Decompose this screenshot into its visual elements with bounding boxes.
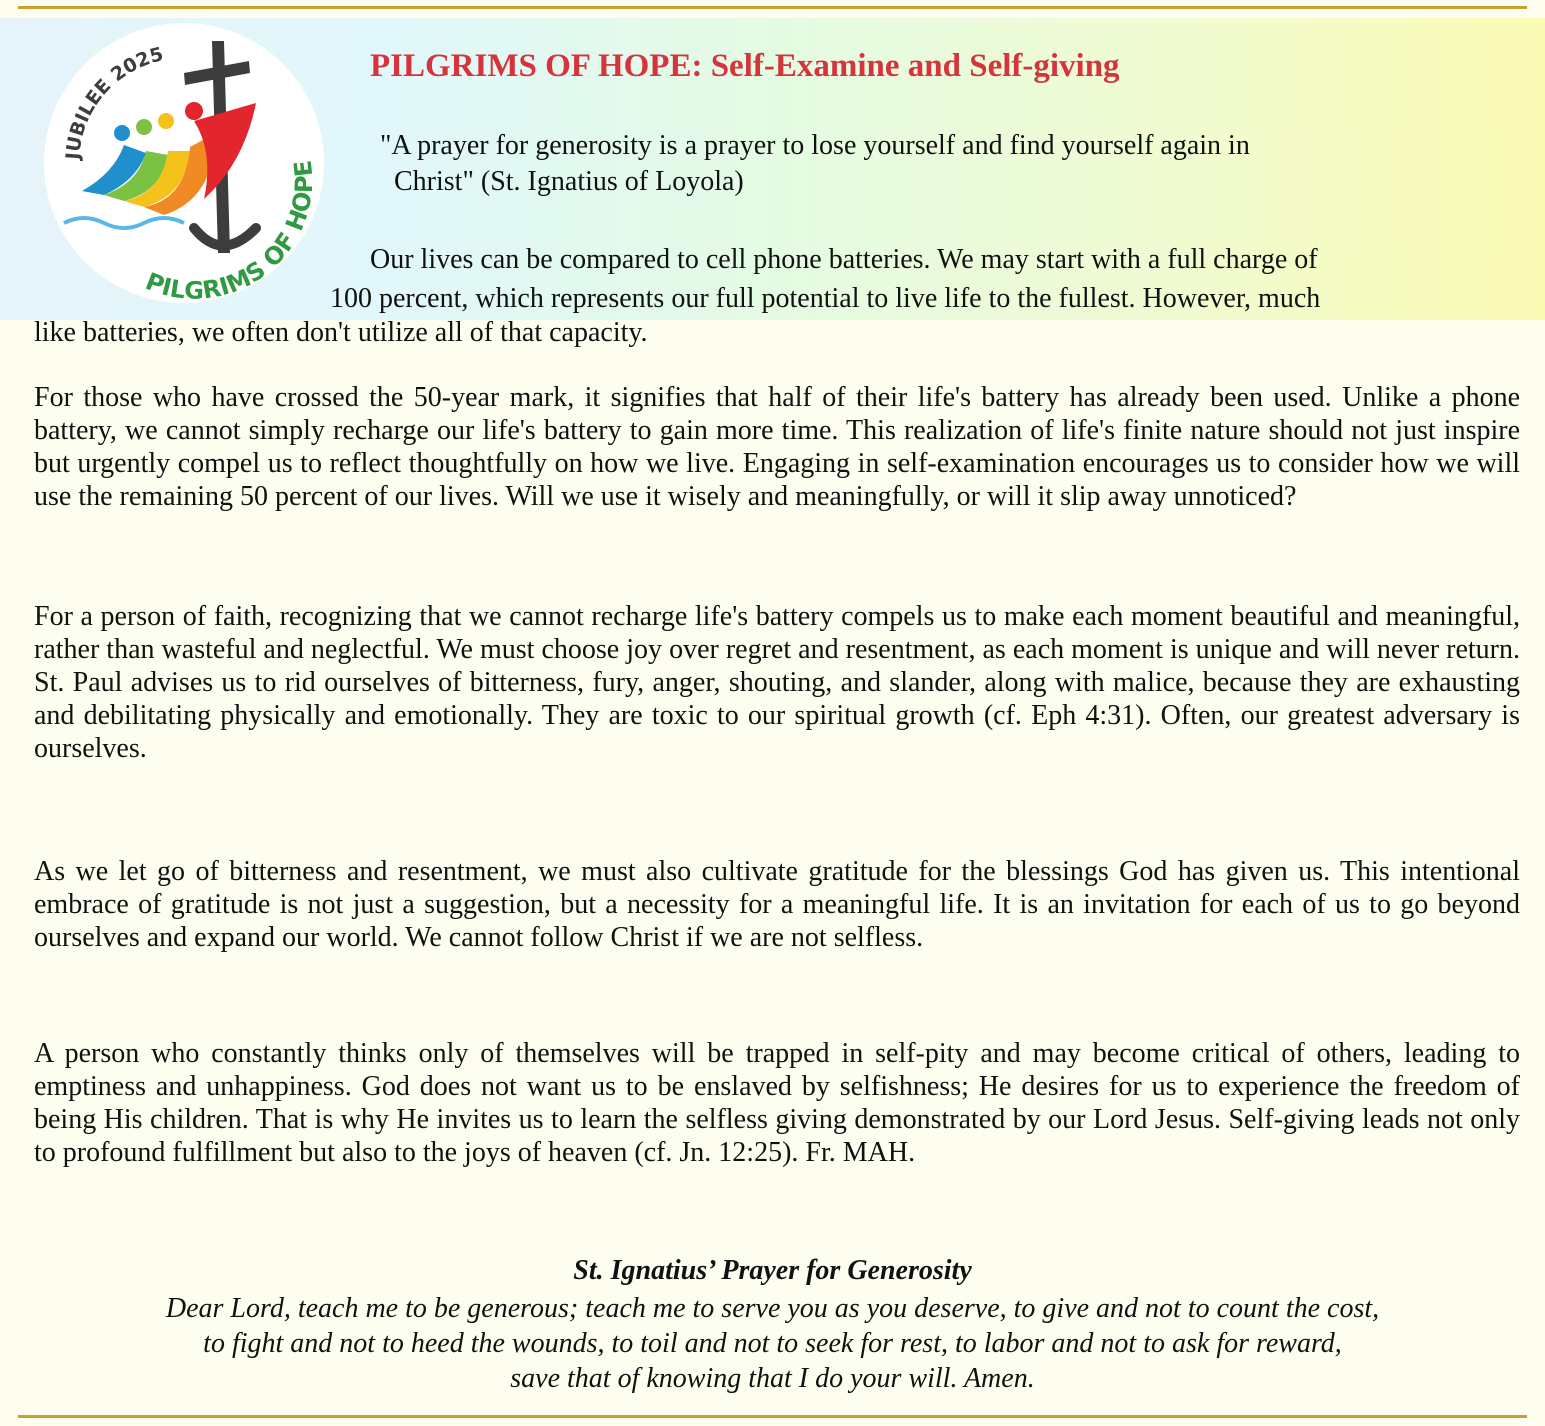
body-paragraph: For a person of faith, recognizing that we cannot recharge life's battery compels us to make each moment beautiful and meaningful, rather than wasteful and neglectful. We must choose joy over regret and resentment, as each moment is unique and will never return. St. Paul advises us to rid ourselves of bitterness, fury, anger, shouting, and slander, along with malice, because they are exhausting and debilitating physically and emotionally. They are toxic to our spiritual growth (cf. Eph 4:31). Often, our greatest adversary is ourselves.: [34, 601, 1520, 764]
prayer-title: St. Ignatius’ Prayer for Generosity: [573, 1255, 972, 1286]
quote-line: "A prayer for generosity is a prayer to lose yourself and find yourself again in: [380, 130, 1250, 161]
intro-paragraph: [330, 240, 1520, 318]
top-rule: [18, 6, 1527, 9]
logo-bottom-text: PILGRIMS OF HOPE: [141, 158, 319, 303]
prayer-line: to fight and not to heed the wounds, to toil and not to seek for rest, to labor and not to ask for reward,: [203, 1328, 1342, 1359]
body-paragraph: A person who constantly thinks only of themselves will be trapped in self-pity and may become critical of others, leading to emptiness and unhappiness. God does not want us to be enslaved by selfishness; He desires for us to experience the freedom of being His children. That is why He invites us to learn the selfless giving demonstrated by our Lord Jesus. Self-giving leads not only to profound fulfillment but also to the joys of heaven (cf. Jn. 12:25). Fr. MAH.: [34, 1038, 1520, 1168]
quote-line: Christ" (St. Ignatius of Loyola): [394, 166, 744, 197]
ignatius-quote: [380, 128, 1460, 200]
logo-top-text: JUBILEE 2025: [62, 43, 166, 161]
body-paragraph: For those who have crossed the 50-year mark, it signifies that half of their life's battery has already been used. Unlike a phone battery, we cannot simply recharge our life's battery to gain more time. This realization of life's finite nature should not just inspire but urgently compel us to reflect thoughtfully on how we live. Engaging in self-examination encourages us to consider how we will use the remaining 50 percent of our lives. Will we use it wisely and meaningfully, or will it slip away unnoticed?: [34, 382, 1520, 512]
jubilee-logo: [44, 23, 324, 303]
intro-line: 100 percent, which represents our full potential to live life to the fullest. However, much: [330, 283, 1321, 314]
intro-line: like batteries, we often don't utilize all of that capacity.: [34, 317, 648, 348]
prayer-text: [40, 1291, 1505, 1396]
page-title: PILGRIMS OF HOPE: Self-Examine and Self-giving: [370, 48, 1120, 84]
bottom-rule: [18, 1415, 1527, 1418]
intro-line: Our lives can be compared to cell phone batteries. We may start with a full charge of: [370, 244, 1318, 275]
prayer-line: save that of knowing that I do your will. Amen.: [510, 1363, 1035, 1394]
jubilee-logo-icon: [44, 23, 324, 303]
body-paragraph: As we let go of bitterness and resentment, we must also cultivate gratitude for the blessings God has given us. This intentional embrace of gratitude is not just a suggestion, but a necessity for a meaningful life. It is an invitation for each of us to go beyond ourselves and expand our world. We cannot follow Christ if we are not selfless.: [34, 856, 1520, 953]
prayer-line: Dear Lord, teach me to be generous; teach me to serve you as you deserve, to give and not to count the cost,: [165, 1293, 1380, 1324]
